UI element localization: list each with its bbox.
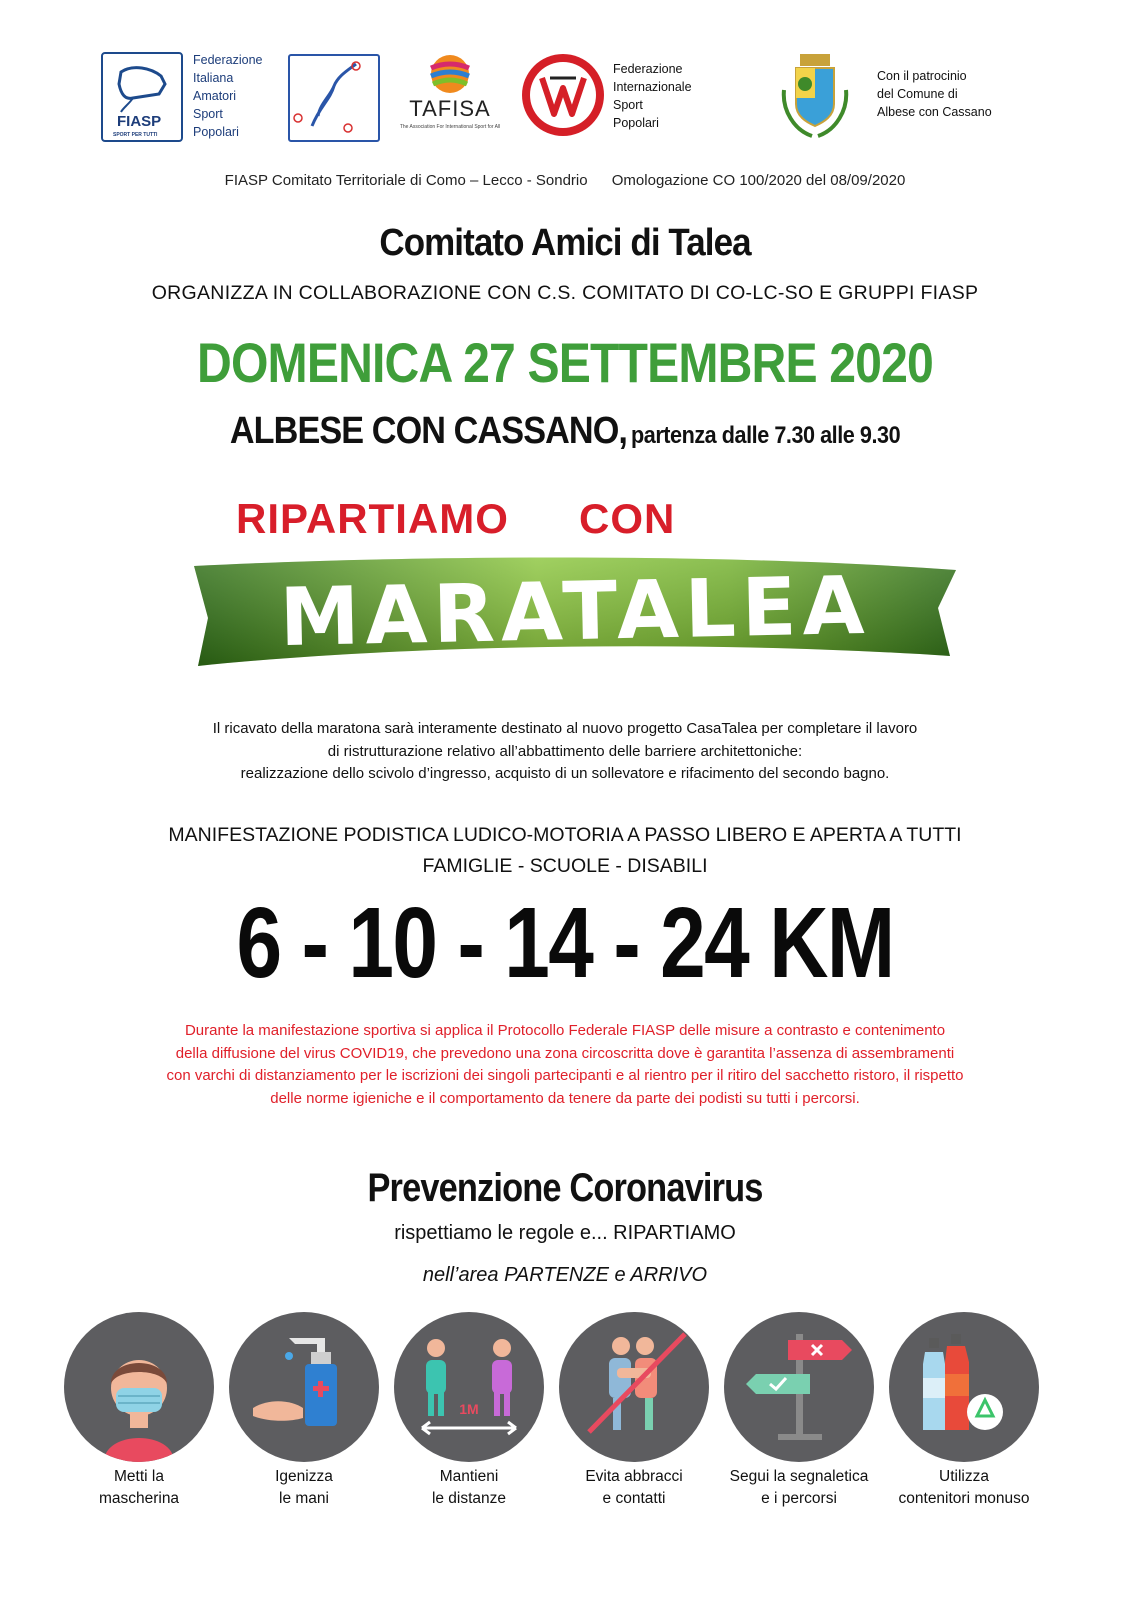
distance-mark: 1M xyxy=(459,1401,479,1417)
tafisa-logo xyxy=(398,52,502,134)
icon-label-signpost: Segui la segnaletica e i percorsi xyxy=(729,1468,869,1507)
prevention-title: Prevenzione Coronavirus xyxy=(367,1166,763,1210)
start-time: partenza dalle 7.30 alle 9.30 xyxy=(631,422,901,449)
lake-map-icon xyxy=(290,56,378,140)
tafisa-globe-icon xyxy=(398,52,502,96)
organizer-title: Comitato Amici di Talea xyxy=(379,222,751,264)
distance-icon xyxy=(394,1312,544,1462)
ivv-org-name: Federazione Internazionale Sport Popolari xyxy=(613,62,692,130)
mask-icon xyxy=(64,1312,214,1462)
slogan-right: CON xyxy=(579,495,676,542)
fiasp-logo-text: FIASP xyxy=(117,113,162,130)
prevention-area: nell’area PARTENZE e ARRIVO xyxy=(422,1264,708,1286)
fiasp-org-name: Federazione Italiana Amatori Sport Popolari xyxy=(193,53,263,139)
signpost-icon xyxy=(724,1312,874,1462)
icon-label-mask: Metti la mascherina xyxy=(98,1468,180,1507)
event-place xyxy=(57,410,1074,453)
ivv-logo xyxy=(520,52,606,138)
slogan-left: RIPARTIAMO xyxy=(236,495,509,542)
icon-label-bottles: Utilizza contenitori monuso xyxy=(898,1468,1030,1507)
tafisa-tagline: The Association For International Sport for All xyxy=(399,124,501,130)
banner-name: MARATALEA xyxy=(278,558,872,665)
project-description: Il ricavato della maratona sarà interamente destinato al nuovo progetto CasaTalea per completare il lavoro di ristrutturazione relativo all’abbattimento delle barriere architettoniche: realizzazione dello scivolo d’ingresso, acquisto di un sollevatore e rifacimento del secondo bagno. xyxy=(212,720,918,782)
ivv-emblem-icon xyxy=(520,52,606,138)
omologazione-code: Omologazione CO 100/2020 del 08/09/2020 xyxy=(611,172,906,189)
no-hug-icon xyxy=(559,1312,709,1462)
tafisa-name: TAFISA xyxy=(409,96,491,121)
fiasp-logo-sub: SPORT PER TUTTI xyxy=(113,132,158,138)
icon-label-distance: Mantieni le distanze xyxy=(431,1468,507,1507)
sanitizer-icon xyxy=(229,1312,379,1462)
event-type: MANIFESTAZIONE PODISTICA LUDICO-MOTORIA A PASSO LIBERO E APERTA A TUTTI FAMIGLIE - SCUOLE - DISABILI xyxy=(168,824,962,877)
municipality-coat-of-arms xyxy=(772,50,858,146)
coat-of-arms-icon xyxy=(772,50,858,146)
patrocinio-text: Con il patrocinio del Comune di Albese con Cassano xyxy=(877,69,992,119)
icon-label-no-hug: Evita abbracci e contatti xyxy=(585,1468,683,1507)
prevention-subtitle: rispettiamo le regole e... RIPARTIAMO xyxy=(394,1222,736,1244)
event-date: DOMENICA 27 SETTEMBRE 2020 xyxy=(197,331,933,394)
collaboration-line: ORGANIZZA IN COLLABORAZIONE CON C.S. COMITATO DI CO-LC-SO E GRUPPI FIASP xyxy=(151,282,979,304)
fiasp-logo xyxy=(101,52,183,142)
icon-label-sanitizer: Igenizza le mani xyxy=(275,1468,333,1507)
omologazione-line xyxy=(0,172,1130,189)
place-name: ALBESE CON CASSANO, xyxy=(229,410,628,452)
committee-text: FIASP Comitato Territoriale di Como – Lecco - Sondrio xyxy=(224,172,588,189)
distances: 6 - 10 - 14 - 24 KM xyxy=(236,887,894,999)
covid-notice: Durante la manifestazione sportiva si applica il Protocollo Federale FIASP delle misure a contrasto e contenimento della diffusione del virus COVID19, che prevedono una zona circoscritta dove è garantita l’assenza di assembramenti con varchi di distanziamento per le iscrizioni dei singoli partecipanti e al rientro per il ritiro del sacchetto ristoro, il rispetto delle norme igieniche e il comportamento da tenere da parte dei podisti su tutti i percorsi. xyxy=(166,1022,964,1107)
territorial-map-logo xyxy=(288,54,380,142)
bottles-icon xyxy=(889,1312,1039,1462)
